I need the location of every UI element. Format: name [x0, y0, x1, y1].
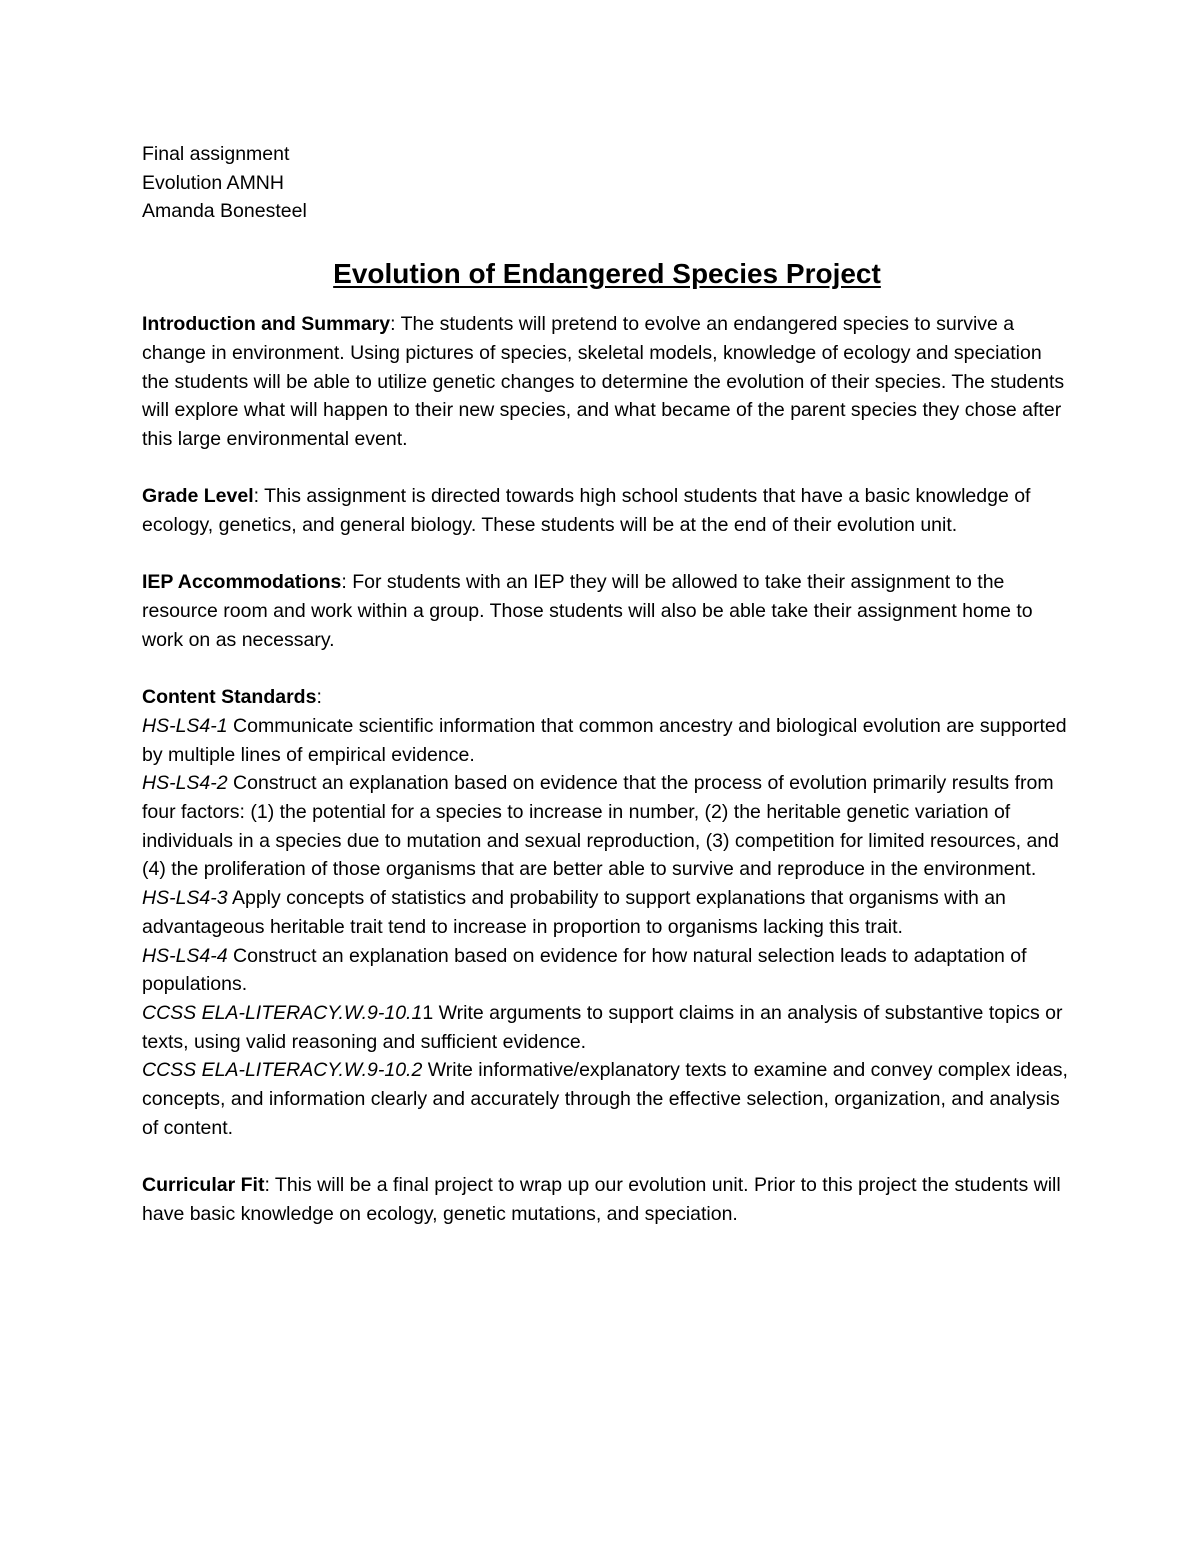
- introduction-section: [142, 310, 1072, 454]
- document-header: [142, 140, 1072, 226]
- content-standards-label: Content Standards: [142, 686, 317, 709]
- header-assignment-line: Final assignment: [142, 143, 290, 165]
- document-body: [142, 140, 1072, 1257]
- header-author-line: Amanda Bonesteel: [142, 200, 307, 223]
- standard-code: CCSS ELA-LITERACY.W.9-10.2: [142, 1059, 423, 1082]
- standard-item: [142, 942, 1072, 999]
- standard-code: CCSS ELA-LITERACY.W.9-10.1: [142, 1001, 423, 1024]
- header-course-line: Evolution AMNH: [142, 171, 284, 194]
- standard-text: Communicate scientific information that common ancestry and biological evolution are supported by multiple lines of empirical evidence.: [142, 714, 1067, 766]
- curricular-fit-text: : This will be a final project to wrap up our evolution unit. Prior to this project the students will have basic knowledge on ecology, genetic mutations, and speciation.: [142, 1174, 1061, 1225]
- introduction-text: : The students will pretend to evolve an endangered species to survive a change in environment. Using pictures of species, skeletal models, knowledge of ecology and speciation the students will be able to utilize genetic changes to determine the evolution of their species. The students will explore what will happen to their new species, and what became of the parent species they chose after this large environmental event.: [142, 313, 1065, 450]
- standard-text: 1 Write arguments to support claims in an analysis of substantive topics or texts, using valid reasoning and sufficient evidence.: [142, 1001, 1063, 1053]
- grade-level-section: [142, 482, 1072, 539]
- iep-text: : For students with an IEP they will be allowed to take their assignment to the resource room and work within a group. Those students will also be able take their assignment home to work on as necessary.: [142, 571, 1033, 651]
- standard-item: [142, 712, 1072, 769]
- iep-label: IEP Accommodations: [142, 571, 342, 594]
- document-title: Evolution of Endangered Species Project: [333, 258, 881, 290]
- curricular-fit-label: Curricular Fit: [142, 1174, 265, 1197]
- standard-item: [142, 769, 1072, 884]
- standard-text: Apply concepts of statistics and probability to support explanations that organisms with an advantageous heritable trait tend to increase in proportion to organisms lacking this trait.: [142, 887, 1006, 938]
- standard-text: Construct an explanation based on evidence for how natural selection leads to adaptation of populations.: [142, 944, 1027, 996]
- standard-item: [142, 884, 1072, 941]
- grade-level-text: : This assignment is directed towards high school students that have a basic knowledge of ecology, genetics, and general biology. These students will be at the end of their evolution unit.: [142, 485, 1031, 537]
- standard-code: HS-LS4-1: [142, 714, 228, 737]
- content-standards-section: [142, 683, 1072, 1142]
- standard-code: HS-LS4-4: [142, 944, 228, 967]
- grade-level-label: Grade Level: [142, 485, 254, 508]
- standard-text: Construct an explanation based on evidence that the process of evolution primarily results from four factors: (1) the potential for a species to increase in number, (2) the heritable genetic variation of individuals in a species due to mutation and sexual reproduction, (3) competition for limited resources, and (4) the proliferation of those organisms that are better able to survive and reproduce in the environment.: [142, 772, 1059, 881]
- curricular-fit-section: [142, 1171, 1072, 1228]
- standard-item: [142, 999, 1072, 1056]
- iep-section: [142, 568, 1072, 654]
- introduction-label: Introduction and Summary: [142, 313, 391, 336]
- standard-code: HS-LS4-2: [142, 772, 228, 795]
- standard-item: [142, 1056, 1072, 1142]
- standard-code: HS-LS4-3: [142, 887, 228, 910]
- content-standards-colon: :: [316, 686, 322, 709]
- standard-text: Write informative/explanatory texts to examine and convey complex ideas, concepts, and information clearly and accurately through the effective selection, organization, and analysis of content.: [142, 1059, 1068, 1139]
